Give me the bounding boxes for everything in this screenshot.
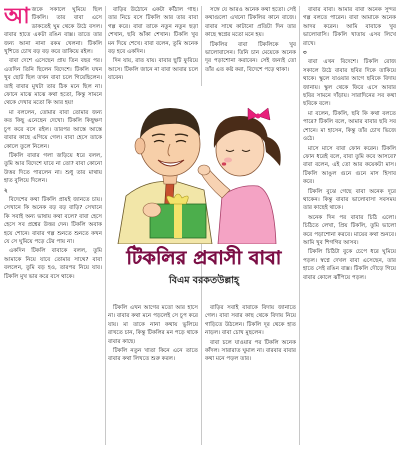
paragraph: অনেক দিন পর বাবার চিঠি এলো। চিঠিতে লেখা, প্রিয় টিকলি, তুমি ভালো করে পড়াশোনা করবে। মায়ের কথা শুনবে। আমি খুব শিগগির আসব। bbox=[303, 214, 396, 246]
text-column-3-top bbox=[205, 6, 296, 84]
text-column-4 bbox=[303, 6, 396, 446]
paragraph: টিকলির বাবা টিকলিকে খুব ভালোবাসেন। তিনি চান মেয়েকে অনেক দূর পড়াশোনা করাবেন। সেই জন্যই তো তাঁর এত কষ্ট করা, বিদেশে পড়ে থাকা। bbox=[205, 41, 296, 73]
paragraph: বাবা চলে যাওয়ার পর টিকলি অনেক কাঁদল। সারারাত ঘুমাল না। বারবার বাবার কথা মনে পড়ল তার। bbox=[205, 339, 296, 363]
section-number: ২ bbox=[4, 187, 8, 194]
drop-cap: আ bbox=[4, 6, 30, 29]
column-rule bbox=[105, 6, 106, 445]
column-rule bbox=[299, 6, 300, 445]
article-title: টিকলির প্রবাসী বাবা bbox=[126, 247, 282, 269]
paragraph: টিকলি চিঠিটা বুকে চেপে ধরে ঘুমিয়ে পড়ল। স্বপ্নে দেখল বাবা এসেছেন, তার হাতে সেই রঙিন বাক্স। টিকলি দৌড়ে গিয়ে বাবার কোলে ঝাঁপিয়ে পড়ল। bbox=[303, 249, 396, 281]
article-heading bbox=[112, 244, 296, 300]
text-column-2-top bbox=[108, 6, 198, 84]
paragraph: বাড়ির উঠোনে একটা কাঁঠাল গাছ। তার নিচে বসে টিকলি আর তার বাবা গল্প করে। বাবা তাকে নতুন নতুন ছড়া শেখান, ছবি আঁকা শেখান। টিকলি খুব মন দিয়ে শেখে। বাবা বলেন, তুমি অনেক বড় হবে একদিন। bbox=[108, 7, 198, 56]
paragraph: আজকে সকালে ঘুমিয়ে ছিল টিকলি। তার বাবা এসে ডাকতেই ঘুম থেকে উঠে বসল। বাবার হাতে একটা রঙিন বাক্স। তাতে তার জন্য আনা নানা রকম খেলনা। টিকলি খুশিতে চোখ বড় বড় করে তাকিয়ে রইল। bbox=[4, 6, 102, 56]
paragraph: বিদেশের কথা টিকলি প্রায়ই জানতে চায়। সেখানে কি অনেক বড় বড় বাড়ি? সেখানে কি সবাই অন্য ভাষায় কথা বলে? বাবা হেসে হেসে সব প্রশ্নের উত্তর দেন। টিকলি অবাক হয়ে শোনে। বাবার গল্প শুনতে শুনতে কখন যে সে ঘুমিয়ে পড়ে টের পায় না। bbox=[4, 196, 102, 245]
paragraph: বাবার বাবা। আমার বাবা অনেক সুন্দর গল্প বলতে পারেন। বাবা আমাকে অনেক আদর করেন। আমি বাবাকে খুব ভালোবাসি। টিকলি খাতায় এসব লিখে রাখে। bbox=[303, 7, 396, 47]
text-column-2-bottom bbox=[108, 304, 198, 446]
paragraph: মাসে মাসে বাবা ফোন করেন। টিকলি ফোন ধরেই বলে, বাবা তুমি কবে আসবে? বাবা বলেন, এই তো আর কয়েকটা মাস। টিকলি আঙুল গুনে গুনে মাস হিসাব করে। bbox=[303, 145, 396, 186]
paragraph: টিকলি বুঝে গেছে বাবা অনেক দূরে থাকেন। কিন্তু বাবার ভালোবাসা সবসময় তার কাছেই থাকে। bbox=[303, 188, 396, 212]
paragraph: বাড়ির সবাই বাবাকে বিদায় জানাতে গেল। বাবা সবার কাছ থেকে বিদায় নিয়ে গাড়িতে উঠলেন। টিকলি দূর থেকে হাত নাড়ল। বাবা চোখ মুছলেন। bbox=[205, 305, 296, 337]
paragraph: বাবা দেশে এসেছেন প্রায় তিন বছর পর। এতদিন তিনি ছিলেন বিদেশে। টিকলি যখন খুব ছোট ছিল তখন বাবা চলে গিয়েছিলেন। তাই বাবার মুখটা তার ঠিক মনে ছিল না। ফোনে মাঝে মাঝে কথা হতো, কিন্তু সামনে থেকে দেখার মতো কি আর হয়! bbox=[4, 58, 102, 107]
paragraph: দিন যায়, রাত যায়। বাবার ছুটি ফুরিয়ে আসে। টিকলি জানে না বাবা আবার চলে যাবেন। bbox=[108, 58, 198, 82]
article-illustration bbox=[108, 86, 298, 244]
article-author: বিএম বরকতউল্লাহ্ bbox=[168, 275, 239, 286]
paragraph: টিকলি নতুন খাতা কিনে এনে তাতে বাবার কথা লিখতে শুরু করল। bbox=[108, 348, 198, 363]
text-column-1 bbox=[4, 6, 102, 446]
text-column-3-bottom bbox=[205, 304, 296, 446]
father-daughter-illustration bbox=[108, 86, 298, 244]
paragraph: টিকলি বাবার গলা জড়িয়ে ধরে বলল, তুমি আর বিদেশে যাবে না তো? বাবা কোনো উত্তর দিতে পারলেন না। শুধু তার মাথায় হাত বুলিয়ে দিলেন। bbox=[4, 152, 102, 185]
paragraph: মা বললেন, তোমার বাবা তোমার জন্য কত কিছু এনেছেন দেখো। টিকলি কিছুক্ষণ চুপ করে বসে রইল। তারপর আস্তে আস্তে বাবার কাছে এগিয়ে গেল। বাবা হেসে তাকে কোলে তুলে নিলেন। bbox=[4, 109, 102, 150]
paragraph: মা বলেন, টিকলি, ছবি কি কথা বলতে পারে? টিকলি বলে, আমার বাবার ছবি সব শোনে। মা হাসেন, কিন্তু তাঁর চোখ ভিজে ওঠে। bbox=[303, 110, 396, 143]
paragraph: টিকলি এখন আগের মতো আর হাসে না। বাবার কথা মনে পড়লেই সে চুপ করে যায়। মা তাকে নানা কথায় ভুলিয়ে রাখতে চান, কিন্তু টিকলির মন পড়ে থাকে বাবার কাছে। bbox=[108, 305, 198, 345]
paragraph: বাবা এখন বিদেশে। টিকলি রোজ সকালে উঠে বাবার ছবির দিকে তাকিয়ে থাকে। স্কুলে যাওয়ার আগে ছবিকে বিদায় জানায়। স্কুল থেকে ফিরে এসে আবার ছবির সামনে দাঁড়ায়। সারাদিনের সব কথা ছবিকে বলে। bbox=[303, 59, 396, 108]
section-number: ৩ bbox=[303, 50, 307, 57]
paragraph: একদিন টিকলি বাবাকে বলল, তুমি আমাকে নিয়ে যাবে তোমার সাথে? বাবা বললেন, তুমি বড় হও, তারপর নিয়ে যাব। টিকলি মুখ ভার করে বসে থাকে। bbox=[4, 248, 102, 280]
paragraph: সঙ্গে যে আরও অনেক কথা হতো। সেই কথাগুলো এখনো টিকলির কানে বাজে। বাবার সাথে কাটানো প্রতিটা দিন তার কাছে স্বপ্নের মতো মনে হয়। bbox=[205, 7, 296, 39]
